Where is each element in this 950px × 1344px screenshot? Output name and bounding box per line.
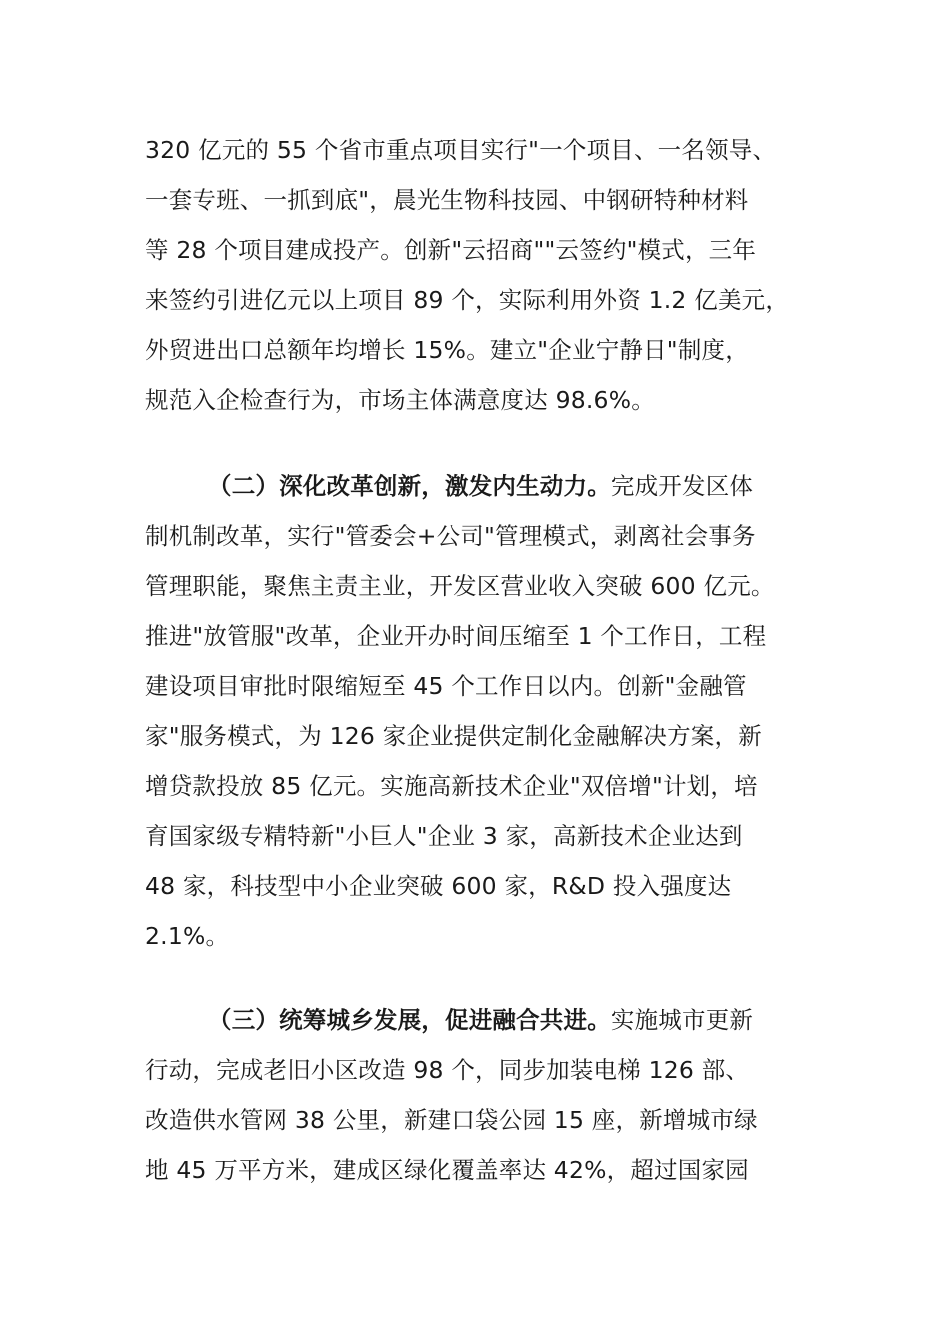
text-line: 等 28 个项目建成投产。创新"云招商""云签约"模式，三年 [145,236,757,264]
paragraph-investment [145,125,845,425]
text-line: 管理职能，聚焦主责主业，开发区营业收入突破 600 亿元。 [145,572,775,600]
text-line: 外贸进出口总额年均增长 15%。建立"企业宁静日"制度， [145,336,749,364]
text-line: 育国家级专精特新"小巨人"企业 3 家，高新技术企业达到 [145,822,743,850]
section-heading: （三）统筹城乡发展，促进融合共进。 [208,1006,611,1034]
section-heading: （二）深化改革创新，激发内生动力。 [208,472,611,500]
text-line: 增贷款投放 85 亿元。实施高新技术企业"双倍增"计划，培 [145,772,758,800]
text-line: 一套专班、一抓到底"，晨光生物科技园、中钢研特种材料 [145,186,749,214]
text-line: 规范入企检查行为，市场主体满意度达 98.6%。 [145,386,655,414]
text-line: 行动，完成老旧小区改造 98 个，同步加装电梯 126 部、 [145,1056,750,1084]
paragraph-reform-innovation [145,461,845,961]
text-line: 家"服务模式，为 126 家企业提供定制化金融解决方案，新 [145,722,762,750]
text-line: 建设项目审批时限缩短至 45 个工作日以内。创新"金融管 [145,672,747,700]
text-line: 改造供水管网 38 公里，新建口袋公园 15 座，新增城市绿 [145,1106,758,1134]
text-line: 48 家，科技型中小企业突破 600 家，R&D 投入强度达 [145,872,732,900]
heading-line-rest: 实施城市更新 [610,1006,754,1034]
heading-line [145,461,845,511]
paragraph-urban-rural [145,995,845,1195]
text-line: 来签约引进亿元以上项目 89 个，实际利用外资 1.2 亿美元， [145,286,790,314]
text-line: 推进"放管服"改革，企业开办时间压缩至 1 个工作日，工程 [145,622,767,650]
text-line: 地 45 万平方米，建成区绿化覆盖率达 42%，超过国家园 [145,1156,749,1184]
heading-line-rest: 完成开发区体 [610,472,754,500]
text-line: 2.1%。 [145,922,230,950]
heading-line [145,995,845,1045]
text-line: 320 亿元的 55 个省市重点项目实行"一个项目、一名领导、 [145,136,777,164]
text-line: 制机制改革，实行"管委会+公司"管理模式，剥离社会事务 [145,522,756,550]
